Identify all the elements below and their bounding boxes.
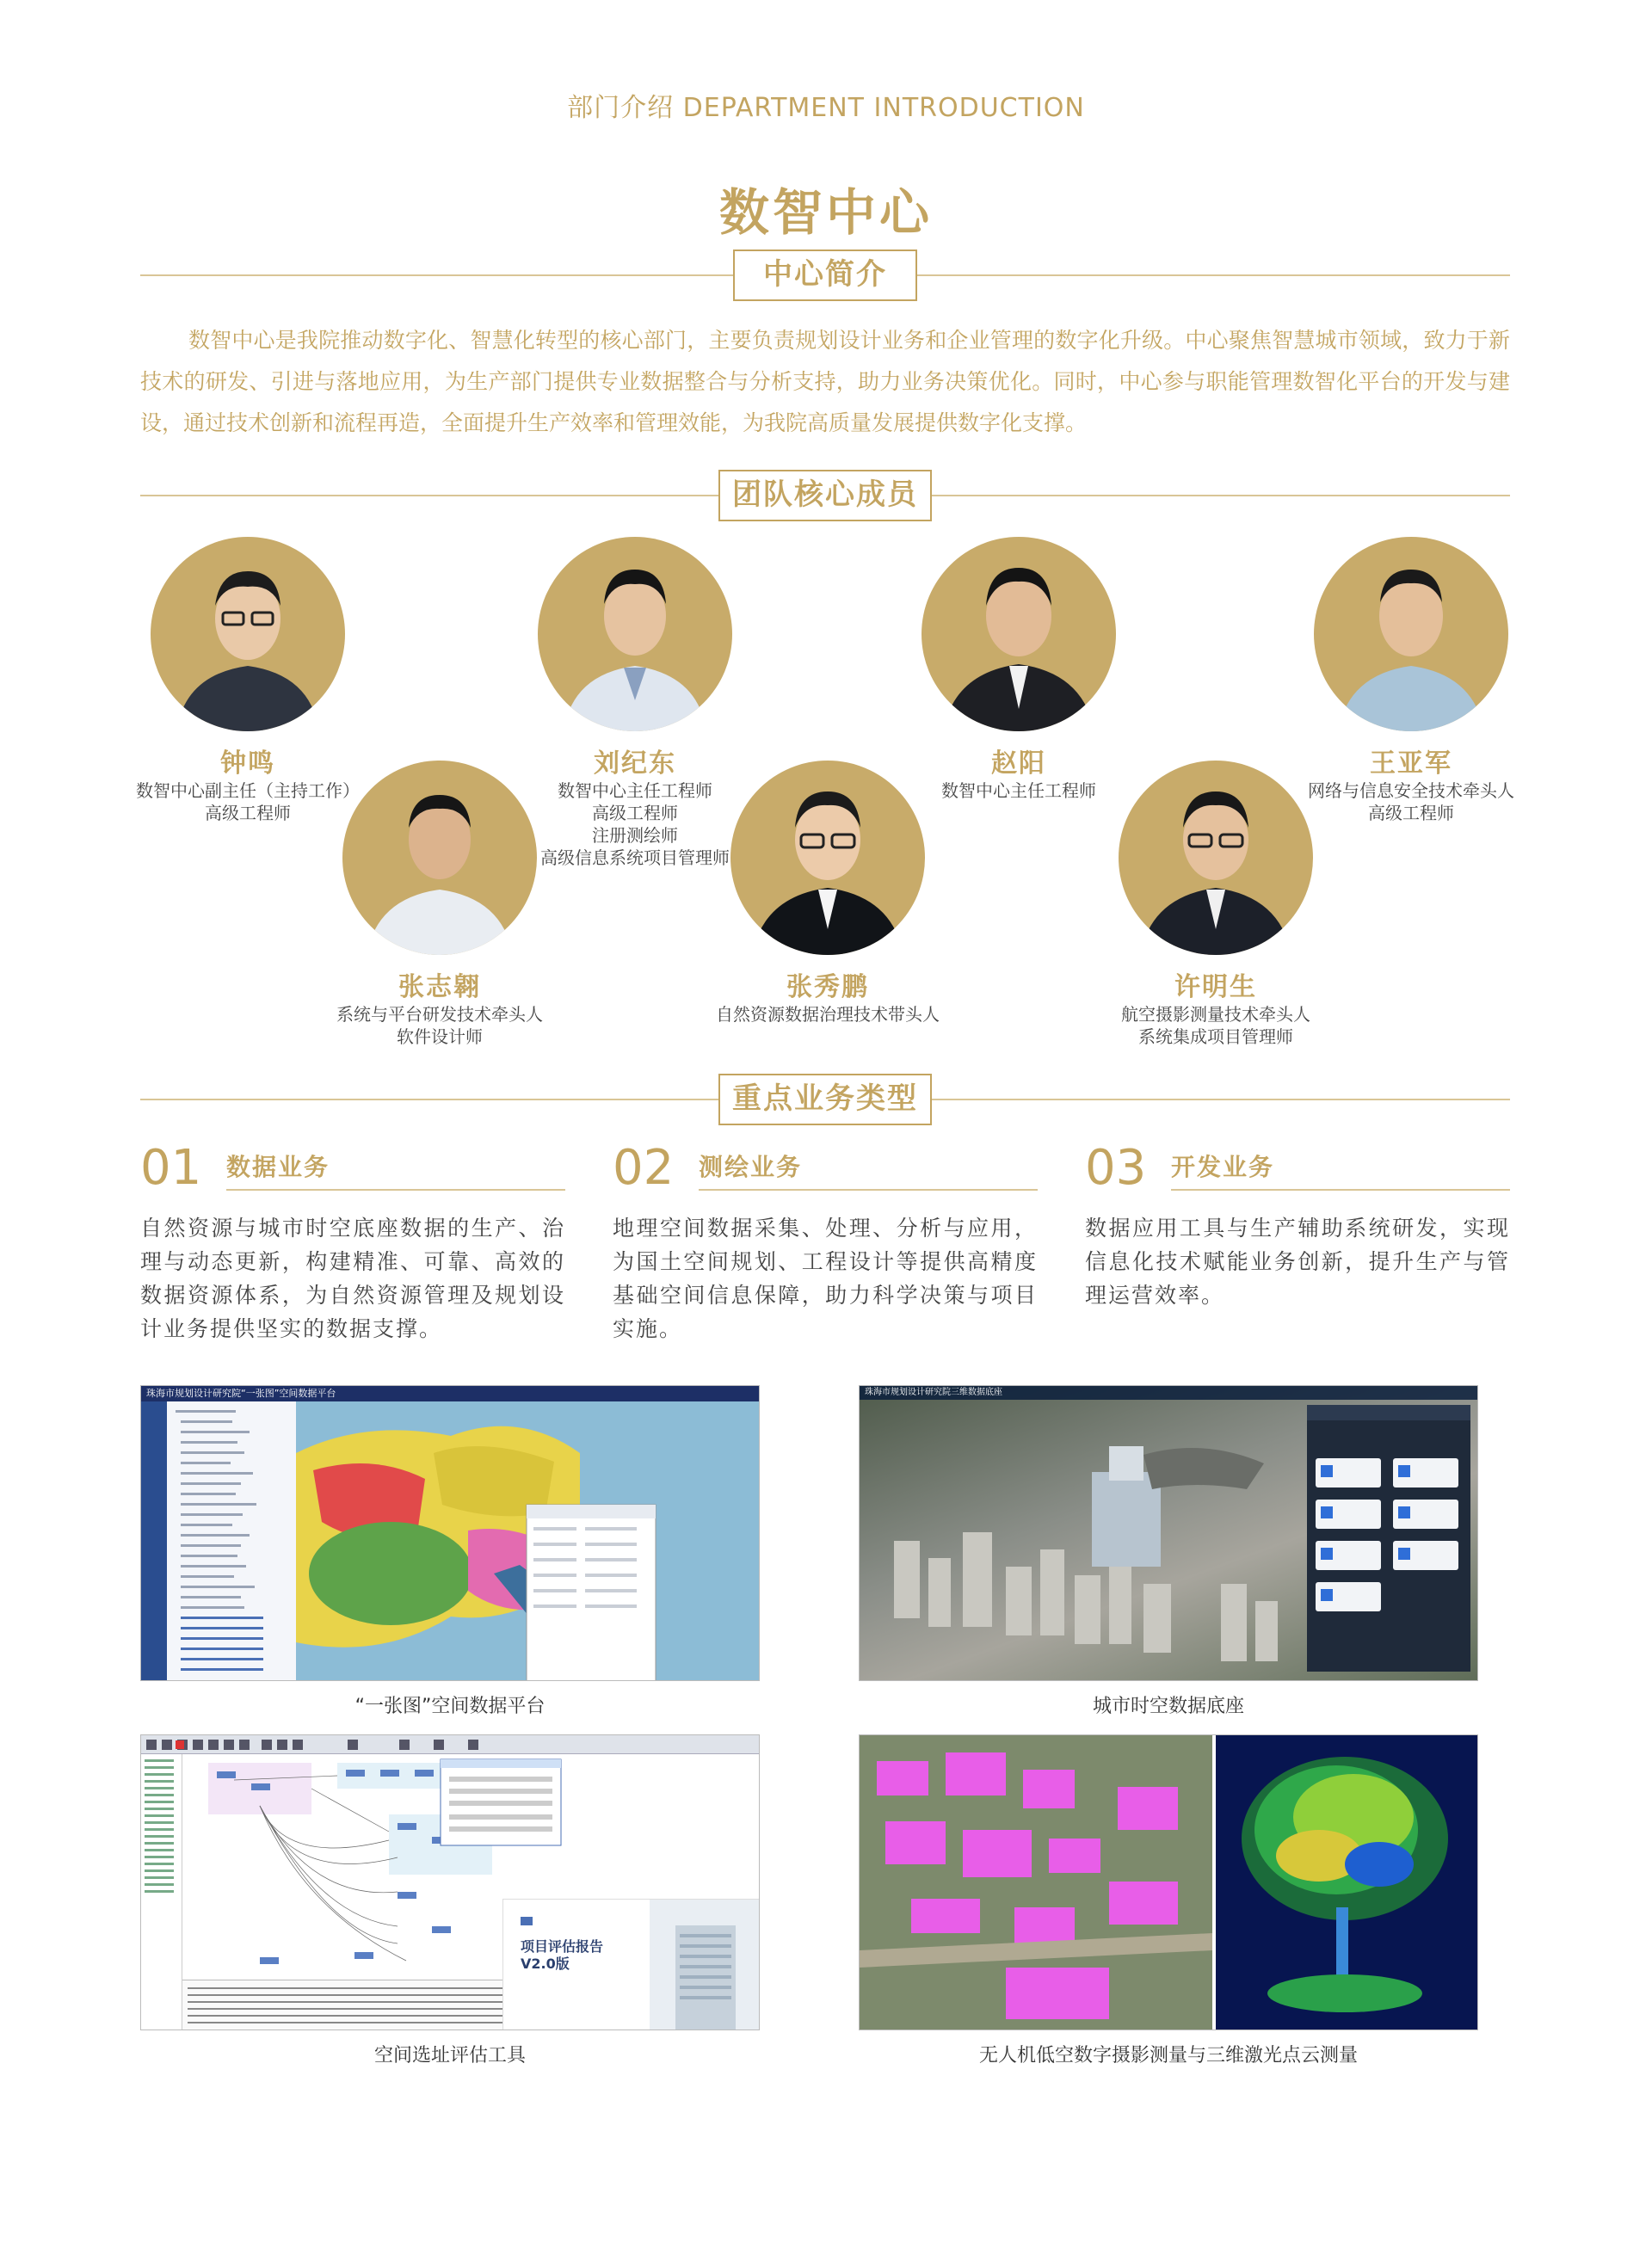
page-header-intro: 部门介绍 DEPARTMENT INTRODUCTION <box>567 93 1085 123</box>
member-card <box>1095 761 1336 1048</box>
portrait-icon <box>151 537 345 731</box>
member-role: 数智中心主任工程师 <box>941 780 1096 801</box>
page-title: 数智中心 <box>718 183 933 242</box>
member-role: 自然资源数据治理技术带头人 <box>716 1004 940 1025</box>
section-team-title: 团队核心成员 <box>718 470 932 521</box>
portrait-icon <box>1314 537 1508 731</box>
member-role: 数智中心副主任（主持工作） <box>136 780 360 801</box>
member-role: 软件设计师 <box>397 1026 483 1047</box>
member-name: 许明生 <box>1174 972 1257 1002</box>
layer-list-graphic <box>167 1401 296 1681</box>
divider <box>1171 1189 1510 1191</box>
member-role: 高级工程师 <box>1368 803 1454 823</box>
section-business-title: 重点业务类型 <box>718 1074 932 1125</box>
business-title: 测绘业务 <box>699 1153 803 1181</box>
toolbar[interactable] <box>141 1735 759 1754</box>
screenshot-caption: 空间选址评估工具 <box>373 2045 526 2066</box>
avatar <box>1314 537 1508 731</box>
lidar-point-cloud-view <box>1216 1735 1477 2030</box>
member-role: 高级工程师 <box>592 803 678 823</box>
business-title: 开发业务 <box>1171 1153 1275 1181</box>
navigator-panel <box>141 1754 182 2030</box>
point-cloud-tree-graphic <box>1216 1735 1478 2030</box>
business-number: 01 <box>140 1140 202 1196</box>
portrait-icon <box>1119 761 1313 955</box>
screenshot-site-selection-tool <box>140 1734 760 2030</box>
section-team-bar <box>140 470 1510 521</box>
avatar <box>1119 761 1313 955</box>
member-name: 钟鸣 <box>220 748 275 779</box>
screenshot-uav-lidar <box>859 1734 1478 2030</box>
portrait-icon <box>922 537 1116 731</box>
screenshot-gis-platform <box>140 1385 760 1681</box>
member-name: 赵阳 <box>991 748 1046 779</box>
divider <box>226 1189 565 1191</box>
business-desc: 数据应用工具与生产辅助系统研发，实现信息化技术赋能业务创新，提升生产与管理运营效率。 <box>1085 1216 1510 1308</box>
portrait-icon <box>342 761 537 955</box>
member-role: 网络与信息安全技术牵头人 <box>1308 780 1514 801</box>
report-version: V2.0版 <box>521 1956 570 1972</box>
member-name: 张秀鹏 <box>786 972 869 1002</box>
avatar <box>922 537 1116 731</box>
window-titlebar: 珠海市规划设计研究院三维数据底座 <box>860 1386 1477 1400</box>
intro-paragraph: 数智中心是我院推动数字化、智慧化转型的核心部门，主要负责规划设计业务和企业管理的数字化升级。中心聚焦智慧城市领域，致力于新技术的研发、引进与落地应用，为生产部门提供专业数据整合与分析支持，助力业务决策优化。同时，中心参与职能管理数智化平台的开发与建设，通过技术创新和流程再造，全面提升生产效率和管理效能，为我院高质量发展提供数字化支撑。 <box>140 328 1510 435</box>
business-number: 02 <box>613 1140 675 1196</box>
divider <box>699 1189 1038 1191</box>
member-role: 航空摄影测量技术牵头人 <box>1121 1004 1310 1025</box>
member-name: 王亚军 <box>1370 748 1452 779</box>
member-role: 系统与平台研发技术牵头人 <box>336 1004 543 1025</box>
member-role: 注册测绘师 <box>592 825 678 846</box>
section-business-bar <box>140 1074 1510 1125</box>
landuse-map-graphic <box>296 1401 760 1681</box>
member-role: 高级工程师 <box>205 803 291 823</box>
toolbar-icons-graphic <box>141 1735 760 1754</box>
window-titlebar: 珠海市规划设计研究院“一张图”空间数据平台 <box>141 1386 759 1401</box>
layer-tree <box>167 1401 296 1680</box>
section-intro-title: 中心简介 <box>733 249 917 301</box>
member-role: 系统集成项目管理师 <box>1138 1026 1293 1047</box>
member-name: 张志翱 <box>398 972 481 1002</box>
portrait-icon <box>730 761 925 955</box>
screenshot-caption: 城市时空数据底座 <box>1092 1696 1244 1717</box>
report-cover <box>502 1899 760 2030</box>
business-title: 数据业务 <box>226 1153 330 1181</box>
business-desc: 自然资源与城市时空底座数据的生产、治理与动态更新，构建精准、可靠、高效的数据资源体系，为自然资源管理及规划设计业务提供坚实的数据支撑。 <box>140 1216 565 1341</box>
navigator-list-graphic <box>141 1754 182 2030</box>
section-intro-bar <box>140 249 1510 301</box>
screenshot-caption: 无人机低空数字摄影测量与三维激光点云测量 <box>978 2045 1358 2066</box>
map-view[interactable] <box>296 1401 759 1680</box>
avatar <box>730 761 925 955</box>
report-title: 项目评估报告 <box>521 1938 604 1955</box>
member-card <box>707 761 948 1026</box>
business-number: 03 <box>1085 1140 1147 1196</box>
uav-scene-graphic <box>860 1735 1212 2030</box>
member-card <box>319 761 560 1048</box>
app-grid-graphic <box>1307 1405 1470 1672</box>
business-desc: 地理空间数据采集、处理、分析与应用，为国土空间规划、工程设计等提供高精度基础空间信息保障，助力科学决策与项目实施。 <box>613 1216 1038 1341</box>
member-role: 高级信息系统项目管理师 <box>540 847 730 868</box>
screenshot-city-3d-base <box>859 1385 1478 1681</box>
member-role: 数智中心主任工程师 <box>558 780 712 801</box>
app-sidebar <box>141 1401 167 1680</box>
avatar <box>151 537 345 731</box>
screenshot-caption: “一张图”空间数据平台 <box>354 1696 546 1717</box>
app-panel <box>1307 1405 1470 1672</box>
portrait-icon <box>538 537 732 731</box>
member-name: 刘纪东 <box>594 748 676 779</box>
avatar <box>538 537 732 731</box>
uav-photogrammetry-view <box>860 1735 1212 2030</box>
avatar <box>342 761 537 955</box>
